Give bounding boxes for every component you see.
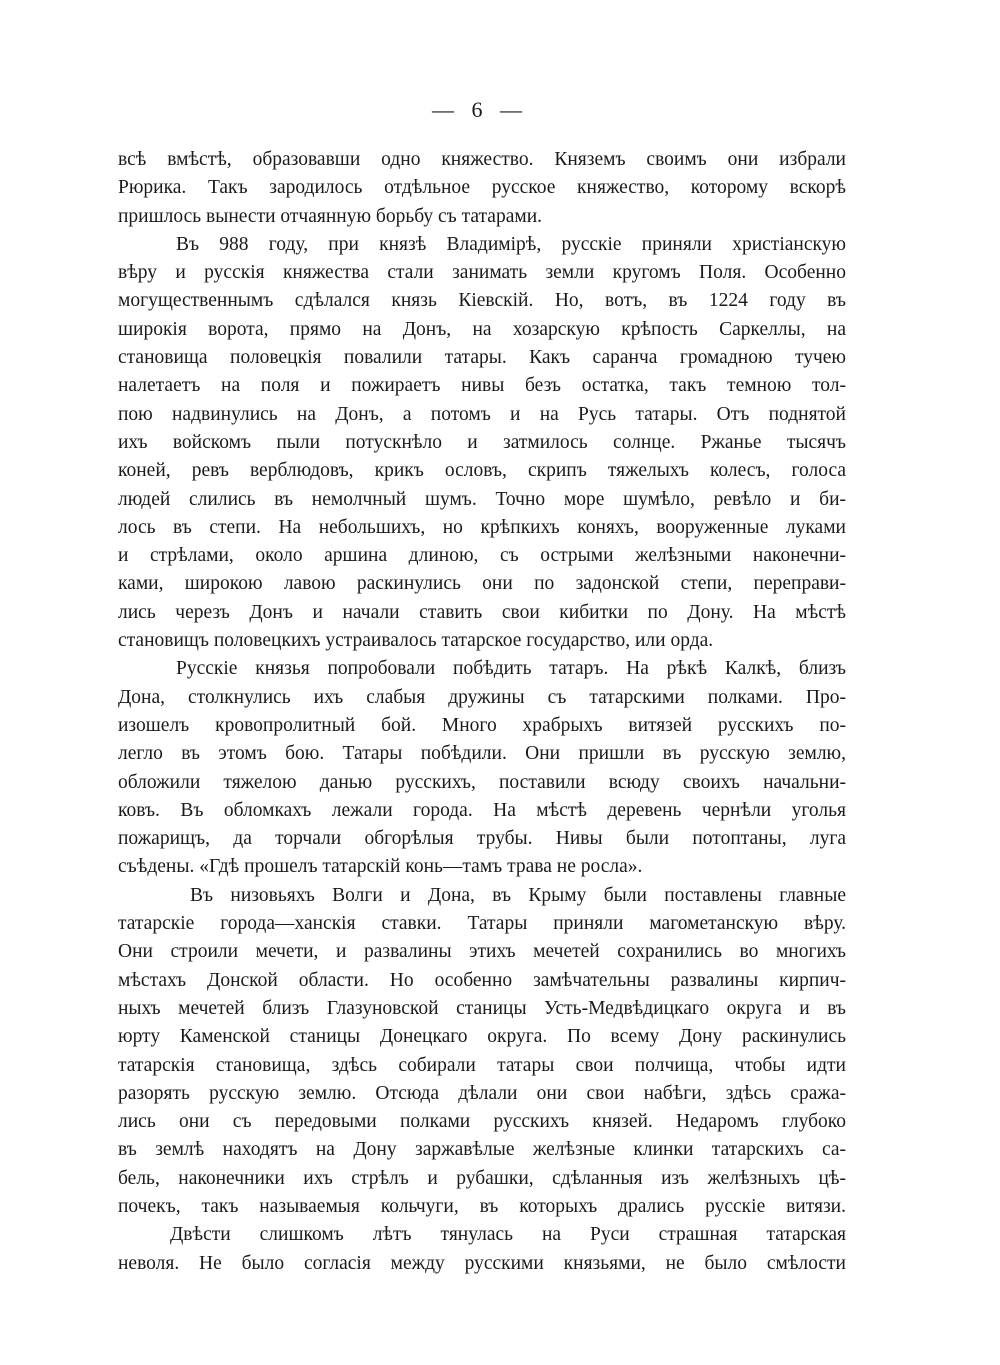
text-line: Они строили мечети, и развалины этихъ мечетей сохранились во многихъ [118,941,846,963]
text-line: юрту Каменской станицы Донецкаго округа. По всему Дону раскинулись [118,1026,846,1048]
text-line: ихъ войскомъ пыли потускнѣло и затмилось солнце. Ржанье тысячъ [118,431,846,453]
text-line: изошелъ кровопролитный бой. Много храбрыхъ витязей русскихъ по- [118,714,846,736]
text-line: бель, наконечники ихъ стрѣлъ и рубашки, сдѣланныя изъ желѣзныхъ цѣ- [118,1167,846,1189]
text-line: ковъ. Въ обломкахъ лежали города. На мѣстѣ деревень чернѣли уголья [118,799,846,821]
paragraph-4 [118,882,846,1222]
paragraph-1 [118,146,846,231]
text-line: разорять русскую землю. Отсюда дѣлали они свои набѣги, здѣсь сража- [118,1082,846,1104]
text-line: татарскія становища, здѣсь собирали татары свои полчища, чтобы идти [118,1054,846,1076]
text-line: легло въ этомъ бою. Татары побѣдили. Они пришли въ русскую землю, [118,743,846,765]
text-line: Русскіе князья попробовали побѣдить татаръ. На рѣкѣ Калкѣ, близъ [176,658,846,680]
body-text [118,146,846,1278]
text-line: лись они съ передовыми полками русскихъ князей. Недаромъ глубоко [118,1111,846,1133]
text-line: коней, ревъ верблюдовъ, крикъ ословъ, скрипъ тяжелыхъ колесъ, голоса [118,460,846,482]
page-number: — 6 — [432,97,528,122]
paragraph-2 [118,231,846,655]
text-line: всѣ вмѣстѣ, образовавши одно княжество. Княземъ своимъ они избрали [118,149,846,170]
text-line: неволя. Не было согласія между русскими князьями, не было смѣлости [118,1252,846,1274]
text-line: въ землѣ находятъ на Дону заржавѣлые желѣзные клинки татарскихъ са- [118,1139,846,1161]
text-line: съѣдены. «Гдѣ прошелъ татарскій конь—тамъ трава не росла». [118,856,643,878]
text-line: Въ 988 году, при князѣ Владимірѣ, русскіе приняли христіанскую [176,233,846,255]
text-line: людей слились въ немолчный шумъ. Точно море шумѣло, ревѣло и би- [118,488,846,510]
text-line: татарскіе города—ханскія ставки. Татары приняли магометанскую вѣру. [118,913,846,935]
text-line: пожарищъ, да торчали обгорѣлыя трубы. Нивы были потоптаны, луга [118,828,846,850]
text-line: пришлось вынести отчаянную борьбу съ татарами. [118,205,543,227]
text-line: ками, широкою лавою раскинулись они по задонской степи, переправи- [118,573,846,595]
text-line: могущественнымъ сдѣлался князь Кіевскій. Но, вотъ, въ 1224 году въ [118,290,846,312]
text-line: широкія ворота, прямо на Донъ, на хозарскую крѣпость Саркеллы, на [118,318,846,340]
text-line: становищъ половецкихъ устраивалось татарское государство, или орда. [118,630,714,652]
text-line: почекъ, такъ называемыя кольчуги, въ которыхъ дрались русскіе витязи. [118,1195,846,1217]
text-line: Дона, столкнулись ихъ слабыя дружины съ татарскими полками. Про- [118,686,846,708]
text-line: налетаетъ на поля и пожираетъ нивы безъ остатка, такъ темною тол- [118,375,846,397]
text-line: становища половецкія повалили татары. Какъ саранча громадною тучею [118,347,846,369]
text-line: ныхъ мечетей близъ Глазуновской станицы Усть-Медвѣдицкаго округа и въ [118,997,846,1019]
text-line: Въ низовьяхъ Волги и Дона, въ Крыму были поставлены главные [190,884,846,906]
text-line: вѣру и русскія княжества стали занимать земли кругомъ Поля. Особенно [118,262,846,284]
text-line: Рюрика. Такъ зародилось отдѣльное русское княжество, которому вскорѣ [118,177,846,199]
paragraph-5 [118,1221,846,1278]
text-line: лось въ степи. На небольшихъ, но крѣпкихъ коняхъ, вооруженные луками [118,516,846,538]
text-line: мѣстахъ Донской области. Но особенно замѣчательны развалины кирпич- [118,969,846,991]
text-line: пою надвинулись на Донъ, а потомъ и на Русь татары. Отъ поднятой [118,403,846,425]
text-line: лись черезъ Донъ и начали ставить свои кибитки по Дону. На мѣстѣ [118,601,846,623]
text-line: и стрѣлами, около аршина длиною, съ острыми желѣзными наконечни- [118,545,846,567]
text-line: обложили тяжелою данью русскихъ, поставили всюду своихъ начальни- [118,771,846,793]
paragraph-3 [118,655,846,881]
text-line: Двѣсти слишкомъ лѣтъ тянулась на Руси страшная татарская [170,1224,846,1246]
